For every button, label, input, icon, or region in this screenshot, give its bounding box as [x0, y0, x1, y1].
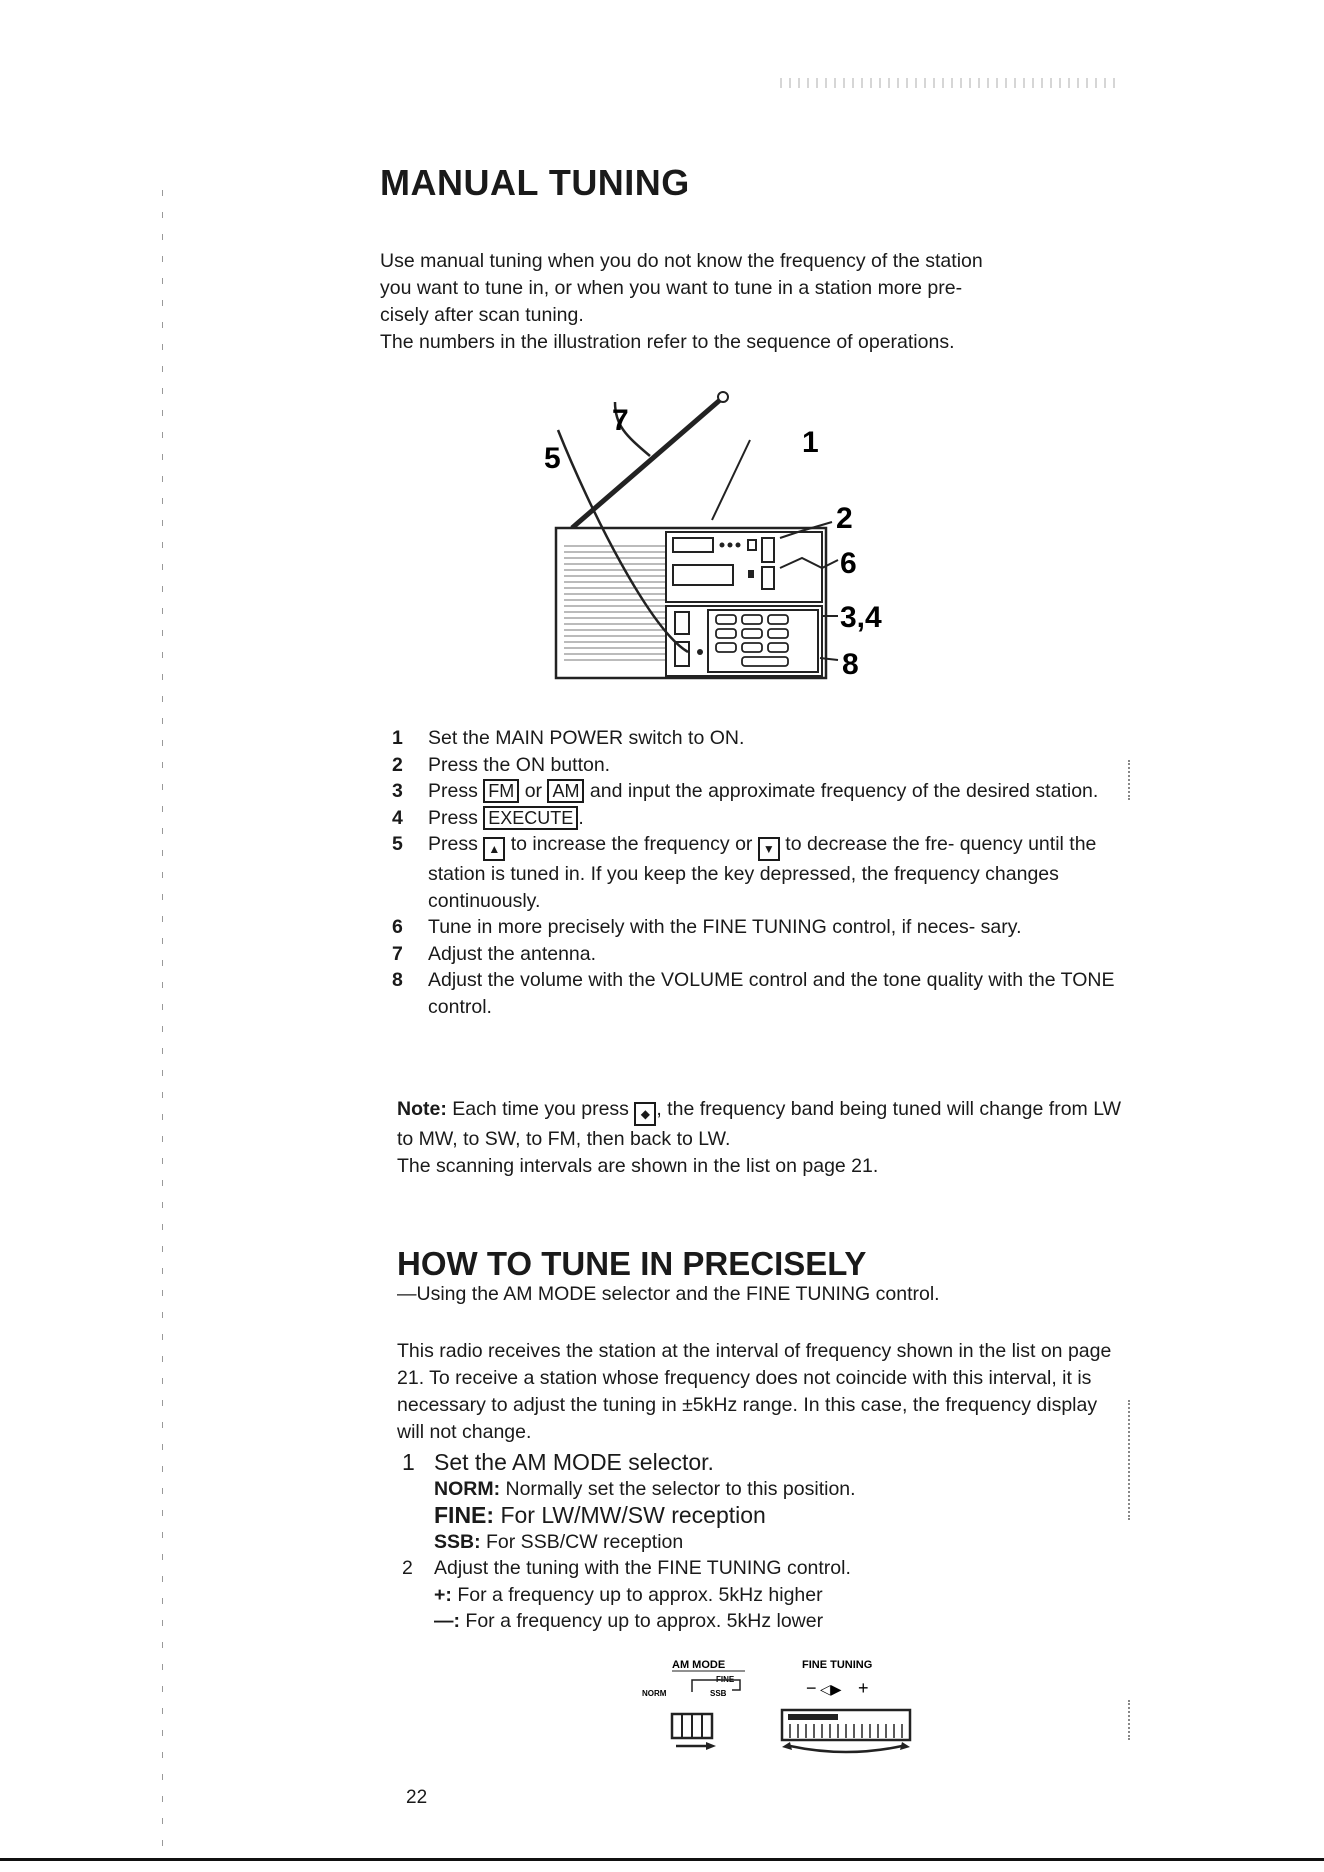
step-text: to increase the frequency or	[510, 833, 753, 855]
binding-edge-mark	[162, 190, 163, 1850]
page-number: 22	[406, 1787, 428, 1808]
am-mode-label: AM MODE	[672, 1659, 726, 1671]
plus-label: +:	[434, 1583, 452, 1606]
intro-line: Use manual tuning when you do not know the frequency of the station	[380, 250, 983, 272]
list-item	[392, 725, 1122, 752]
scan-speckle	[1128, 1700, 1134, 1740]
step-text: Adjust the antenna.	[428, 942, 597, 965]
step-text: Adjust the volume with the VOLUME control and the tone quality with the TONE control.	[428, 969, 1115, 1018]
am-mode-fine-tuning-figure	[640, 1650, 920, 1770]
note-text: The scanning intervals are shown in the list on page 21.	[397, 1155, 879, 1177]
section-title-precise-tuning: HOW TO TUNE IN PRECISELY	[397, 1245, 867, 1282]
norm-text: Normally set the selector to this position.	[505, 1477, 856, 1500]
step-text: or	[524, 780, 543, 802]
fig-label-3-4: 3,4	[840, 601, 882, 634]
fine-position-label: FINE	[716, 1675, 735, 1684]
execute-key: EXECUTE	[483, 806, 578, 830]
precise-tuning-paragraph: This radio receives the station at the interval of frequency shown in the list on page 21. To receive a station whose frequency does not coincide with this interval, it is necessary to adjust the tuning in ±5kHz range. In this case, the frequency display will not change.	[397, 1340, 1112, 1443]
step-text: Press	[428, 806, 478, 829]
list-item	[397, 1582, 1117, 1609]
step-text: Tune in more precisely with the FINE TUNING control, if neces- sary.	[428, 916, 1022, 938]
step-text: Press	[428, 833, 478, 855]
fig-label-5: 5	[544, 442, 561, 475]
step-number: 5	[392, 833, 403, 855]
note-label: Note:	[397, 1098, 447, 1120]
ssb-position-label: SSB	[710, 1689, 727, 1698]
fig-label-2: 2	[836, 502, 853, 535]
section-title-manual-tuning: MANUAL TUNING	[380, 162, 690, 203]
step-number: 1	[402, 1449, 415, 1475]
list-item	[392, 805, 1122, 832]
norm-label: NORM:	[434, 1477, 501, 1500]
list-item	[397, 1529, 1117, 1556]
fm-key: FM	[483, 779, 519, 803]
section-subtitle: —Using the AM MODE selector and the FINE TUNING control.	[397, 1283, 940, 1305]
step-text: and input the approximate frequency of the desired station.	[589, 780, 1099, 802]
scan-speckle	[1128, 760, 1134, 800]
step-number: 2	[392, 753, 403, 776]
fine-minus-label: −	[806, 1678, 817, 1698]
step-text: to decrease the fre- quency until the station is tuned in. If you keep the key depressed, the frequency changes continuously.	[428, 833, 1097, 912]
fine-plus-label: +	[858, 1678, 869, 1698]
plus-text: For a frequency up to approx. 5kHz higher	[457, 1583, 823, 1606]
step-number: 3	[392, 780, 403, 802]
step-number: 4	[392, 806, 403, 829]
fig-label-7: 7	[612, 404, 629, 437]
step-text: Adjust the tuning with the FINE TUNING control.	[434, 1557, 851, 1579]
step-number: 7	[392, 942, 403, 965]
step-number: 8	[392, 969, 403, 991]
left-arrow-icon: ◁▶	[820, 1682, 842, 1698]
antenna	[572, 400, 720, 528]
scan-speckle	[780, 78, 1120, 88]
radio-illustration	[540, 380, 960, 690]
list-item	[392, 831, 1122, 914]
step-number: 1	[392, 727, 403, 749]
page-bottom-rule	[0, 1858, 1324, 1861]
step-text: .	[578, 806, 584, 829]
scan-speckle	[1128, 1400, 1134, 1520]
fig-label-6: 6	[840, 547, 857, 580]
step-number: 2	[402, 1557, 413, 1579]
fig-label-1: 1	[802, 426, 819, 459]
minus-label: —:	[434, 1610, 460, 1632]
list-item	[397, 1449, 1117, 1476]
ssb-label: SSB:	[434, 1530, 481, 1553]
list-item	[392, 914, 1122, 941]
step-text: Set the MAIN POWER switch to ON.	[428, 727, 745, 749]
intro-line: cisely after scan tuning.	[380, 304, 584, 326]
list-item	[392, 967, 1122, 1020]
list-item	[397, 1502, 1117, 1529]
list-item	[392, 941, 1122, 968]
scan-up-key-icon: ▲	[483, 837, 505, 861]
fine-text: For LW/MW/SW reception	[500, 1502, 766, 1528]
step-text: Press	[428, 780, 478, 802]
band-key-icon: ◆	[634, 1102, 656, 1126]
norm-position-label: NORM	[642, 1689, 667, 1698]
minus-text: For a frequency up to approx. 5kHz lower	[465, 1610, 824, 1632]
scan-down-key-icon: ▼	[758, 837, 780, 861]
fig-label-8: 8	[842, 648, 859, 681]
intro-paragraph	[380, 248, 1120, 356]
list-item	[392, 778, 1122, 805]
tuning-steps-list	[392, 725, 1122, 1020]
intro-line: The numbers in the illustration refer to the sequence of operations.	[380, 331, 955, 353]
list-item	[397, 1555, 1117, 1582]
fine-label: FINE:	[434, 1502, 495, 1528]
note-text: , the frequency band being tuned will change from LW to MW, to SW, to FM, then back to LW.	[397, 1098, 1122, 1150]
am-mode-instructions	[397, 1449, 1117, 1635]
list-item	[397, 1608, 1117, 1635]
step-number: 6	[392, 916, 403, 938]
list-item	[397, 1476, 1117, 1503]
step-text: Press the ON button.	[428, 753, 611, 776]
am-key: AM	[547, 779, 584, 803]
ssb-text: For SSB/CW reception	[486, 1530, 684, 1553]
step-text: Set the AM MODE selector.	[434, 1449, 714, 1475]
list-item	[392, 752, 1122, 779]
intro-line: you want to tune in, or when you want to tune in a station more pre-	[380, 277, 963, 299]
note-paragraph	[397, 1096, 1122, 1180]
fine-tuning-label: FINE TUNING	[802, 1659, 873, 1671]
note-text: Each time you press	[452, 1098, 629, 1120]
